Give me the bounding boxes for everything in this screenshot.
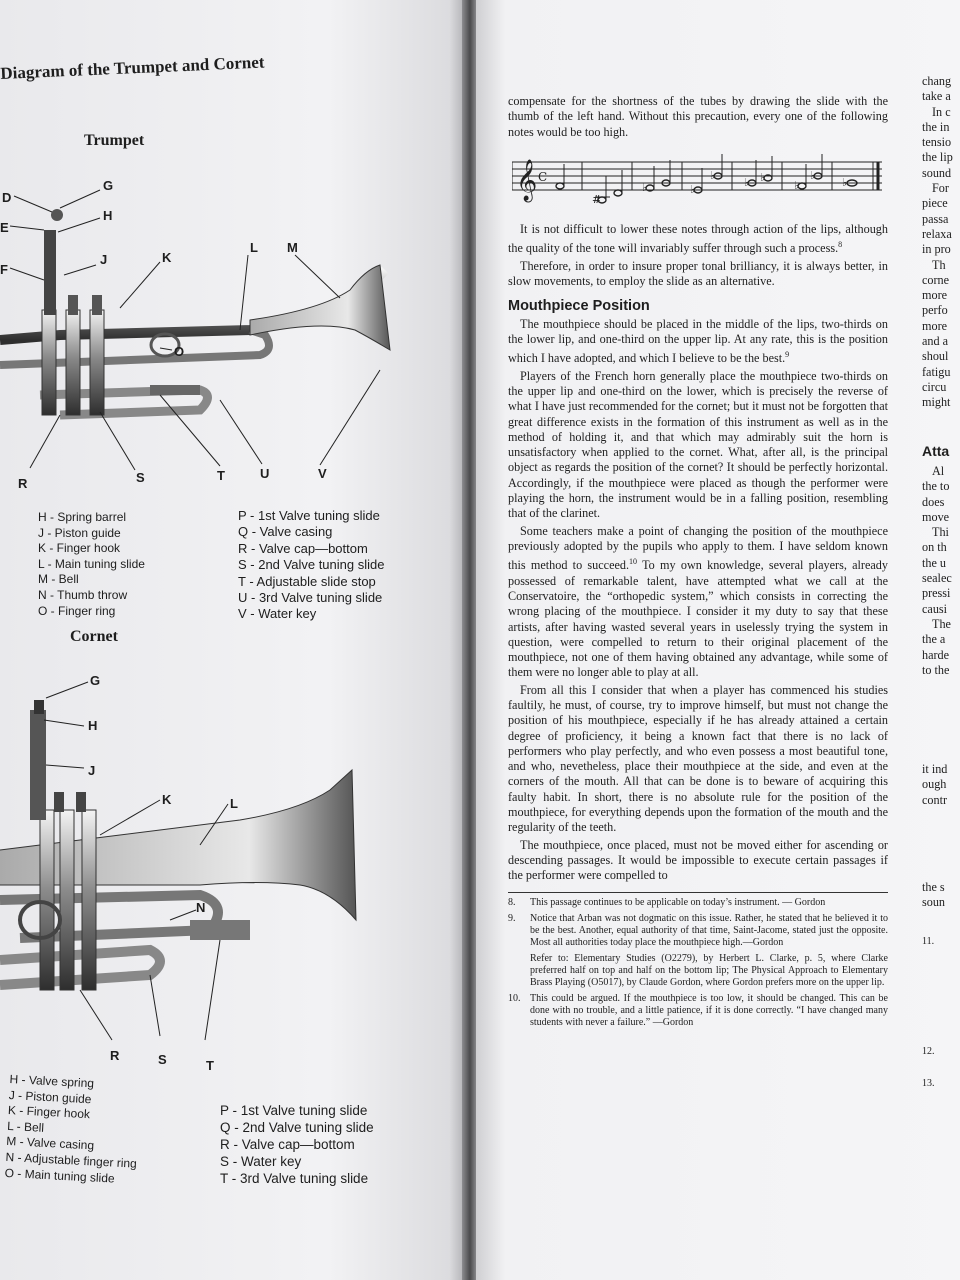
legend-item: T - 3rd Valve tuning slide [220,1171,369,1186]
legend-item: J - Piston guide [38,525,121,540]
legend-item: P - 1st Valve tuning slide [238,508,380,523]
music-staff [512,148,882,210]
trumpet-label-g: G [103,178,114,193]
footnote: 9. Notice that Arban was not dogmatic on this issue. Rather, he stated that he believed it to be the best. Another, equal authority of that time, Saint-Jacome, stated just the opposite. Most all authorities today place the mouthpiece high.—Gordon [508,912,888,948]
paragraph: From all this I consider that when a player has commenced his studies faultily, he must, of course, try to improve himself, but must not change the position of his mouthpiece, especially if he has already attained a certain degree of proficiency, it being a known fact that there is no lack of performers who play perfectly, and who even possess a most beautiful tone, and who, nevetheless, place their mouthpiece at the side, and even at the corners of the mouth. All that can be done is to beware of acquiring this faulty habit. In short, there is no absolute rule for the position of the mouthpiece, for everything depends upon the formation of the mouth and the regularity of the teeth. [508,682,888,835]
trumpet-illustration [0,170,440,500]
trumpet-label-t: T [217,468,225,483]
legend-item: H - Valve spring [9,1072,95,1091]
cornet-label-t: T [206,1058,214,1073]
legend-item: L - Bell [6,1118,45,1135]
cropped-column-top: chang take a In c the in tensio the lip sound For piece passa relaxa in pro Th corne more perfo more and a shoul fatigu circu might [922,74,953,410]
cornet-label-k: K [162,792,172,807]
left-page [0,0,468,1280]
legend-item: N - Adjustable finger ring [5,1149,138,1171]
cornet-legend-right [220,1102,374,1187]
section-heading: Mouthpiece Position [508,298,650,315]
paragraph: Some teachers make a point of changing the position of the mouthpiece previously adopted by the pupils who apply to them. I have seldom known this method to succeed.$^{10}$ To my own knowledge, several players, already possessed of remarkable talent, have attempted what we call at the Conservatoire, the “orthopedic system,” which consists in correcting the wrong placing of the mouthpiece. I consider it my duty to say that these artists, after having wasted several years in uselessly trying the system in question, were compelled to return to their original placement of the mouthpiece, not one of them having obtained any advantage, while some of them were no longer able to play at all. [508,523,888,680]
footnote-ref: 9 [785,350,790,360]
cornet-label-n: N [196,900,206,915]
cropped-heading: Atta [922,444,950,459]
trumpet-legend-left [38,510,145,619]
svg-text:♭: ♭ [642,180,648,194]
svg-text:♭: ♭ [690,182,696,196]
trumpet-label-h: H [103,208,113,223]
legend-item: Q - 2nd Valve tuning slide [220,1120,374,1135]
cornet-illustration [0,670,440,1050]
cornet-label-g: G [90,673,101,688]
legend-item: O - Main tuning slide [4,1165,116,1186]
cropped-footnote-11: 11. [922,936,935,947]
trumpet-label-k: K [162,250,172,265]
legend-item: O - Finger ring [38,603,116,618]
cropped-column-low: it ind ough contr [922,762,948,807]
legend-item: S - 2nd Valve tuning slide [238,557,385,573]
trumpet-label-o: O [174,344,185,359]
trumpet-label-l: L [250,240,258,255]
svg-text:C: C [538,169,548,184]
legend-item: V - Water key [238,606,317,622]
trumpet-label-r: R [18,476,28,491]
paragraph: compensate for the shortness of the tubes by drawing the slide with the thumb of the left hand. Without this precaution, every one of the following notes would be too high. [508,94,888,139]
footnote: 8. This passage continues to be applicable on today’s instrument. — Gordon [508,896,826,908]
paragraph: The mouthpiece should be placed in the middle of the lips, two-thirds on the lower lip, and one-third on the upper lip. At any rate, this is the position which I have adopted, and which I believe to be the best.$^9$ [508,316,888,366]
legend-item: N - Thumb throw [38,587,128,602]
legend-item: R - Valve cap—bottom [238,540,368,556]
trumpet-heading: Trumpet [84,132,145,149]
legend-item: R - Valve cap—bottom [220,1137,355,1152]
legend-item: T - Adjustable slide stop [238,573,376,589]
trumpet-label-m: M [287,240,298,255]
paragraph: Therefore, in order to insure proper tonal brilliancy, it is always better, in slow movements, to employ the slide as an alternative. [508,258,888,289]
cornet-label-s: S [158,1052,167,1067]
legend-item: J - Piston guide [8,1087,92,1106]
footnote: Refer to: Elementary Studies (O2279), by Herbert L. Clarke, p. 5, where Clarke preferred half on top and half on the bottom lip; The Physical Approach to Elementary Brass Playing (O5017), by Claude Gordon, where Gordon prefers more on the upper lip. [530,952,888,988]
svg-text:♭: ♭ [842,175,848,189]
svg-text:♭: ♭ [810,168,816,182]
footnote: 10. This could be argued. If the mouthpiece is too low, it should be changed. This can be done with no trouble, and a little patience, if it is done correctly. “I have changed many students with never a failure.” —Gordon [508,992,888,1028]
footnote-ref: 8 [838,240,843,250]
cropped-column-mid: Al the to does move Thi on th the u sealec pressi causi The the a harde to the [922,464,952,677]
svg-text:♭: ♭ [794,178,800,192]
legend-item: S - Water key [220,1154,302,1169]
legend-item: Q - Valve casing [238,524,333,540]
main-text-column [508,94,888,1033]
legend-item: H - Spring barrel [38,510,127,524]
trumpet-label-j: J [100,252,108,267]
svg-text:𝄞: 𝄞 [516,159,538,201]
trumpet-label-s: S [136,470,145,485]
legend-item: P - 1st Valve tuning slide [220,1103,368,1118]
cropped-column-bottom: the s soun [922,880,946,910]
svg-text:#: # [592,192,602,206]
trumpet-label-d: D [2,190,12,205]
legend-item: L - Main tuning slide [38,556,145,571]
trumpet-label-u: U [260,466,270,481]
legend-item: U - 3rd Valve tuning slide [238,590,383,606]
page-title: Diagram of the Trumpet and Cornet [0,52,265,83]
footnotes [508,892,888,1029]
legend-item: K - Finger hook [7,1103,91,1122]
legend-item: M - Bell [38,572,79,587]
paragraph: The mouthpiece, once placed, must not be moved either for ascending or descending passages. It would be impossible to execute certain passages if the performer were compelled to [508,837,888,883]
cornet-heading: Cornet [70,628,118,645]
cornet-label-r: R [110,1048,120,1063]
cornet-label-h: H [88,718,98,733]
svg-text:♭: ♭ [744,175,750,189]
cropped-footnote-13: 13. [922,1078,935,1089]
svg-text:♭: ♭ [760,170,766,184]
trumpet-label-f: F [0,262,8,277]
legend-item: M - Valve casing [6,1134,95,1153]
cornet-label-l: L [230,796,238,811]
footnote-ref: 10 [629,557,638,567]
cornet-label-j: J [88,763,96,778]
trumpet-label-e: E [0,220,9,235]
cropped-footnote-12: 12. [922,1046,935,1057]
paragraph: Players of the French horn generally place the mouthpiece two-thirds on the upper lip and one-third on the lower, which is precisely the reverse of what I have just recommended for the cornet; but it must not be forgotten that great difference exists in the formation of this instrument as well as in the method of holding it, and that which may admirably suit the horn is unsatisfactory when applied to the cornet. What, after all, is the principal object as regards the position of the cornet? It should be perfectly horizontal. Accordingly, if the mouthpiece were placed as though the performer were playing the horn, the instrument would be in a falling position, resembling that of the clarinet. [508,368,888,521]
cornet-legend-left [4,1072,141,1188]
svg-text:♭: ♭ [710,168,716,182]
trumpet-legend-right [238,508,384,623]
legend-item: K - Finger hook [38,541,121,556]
paragraph: It is not difficult to lower these notes through action of the lips, although the quality of the tone will invariably suffer through such a process.$^8$ [508,222,888,256]
trumpet-label-v: V [318,466,327,481]
